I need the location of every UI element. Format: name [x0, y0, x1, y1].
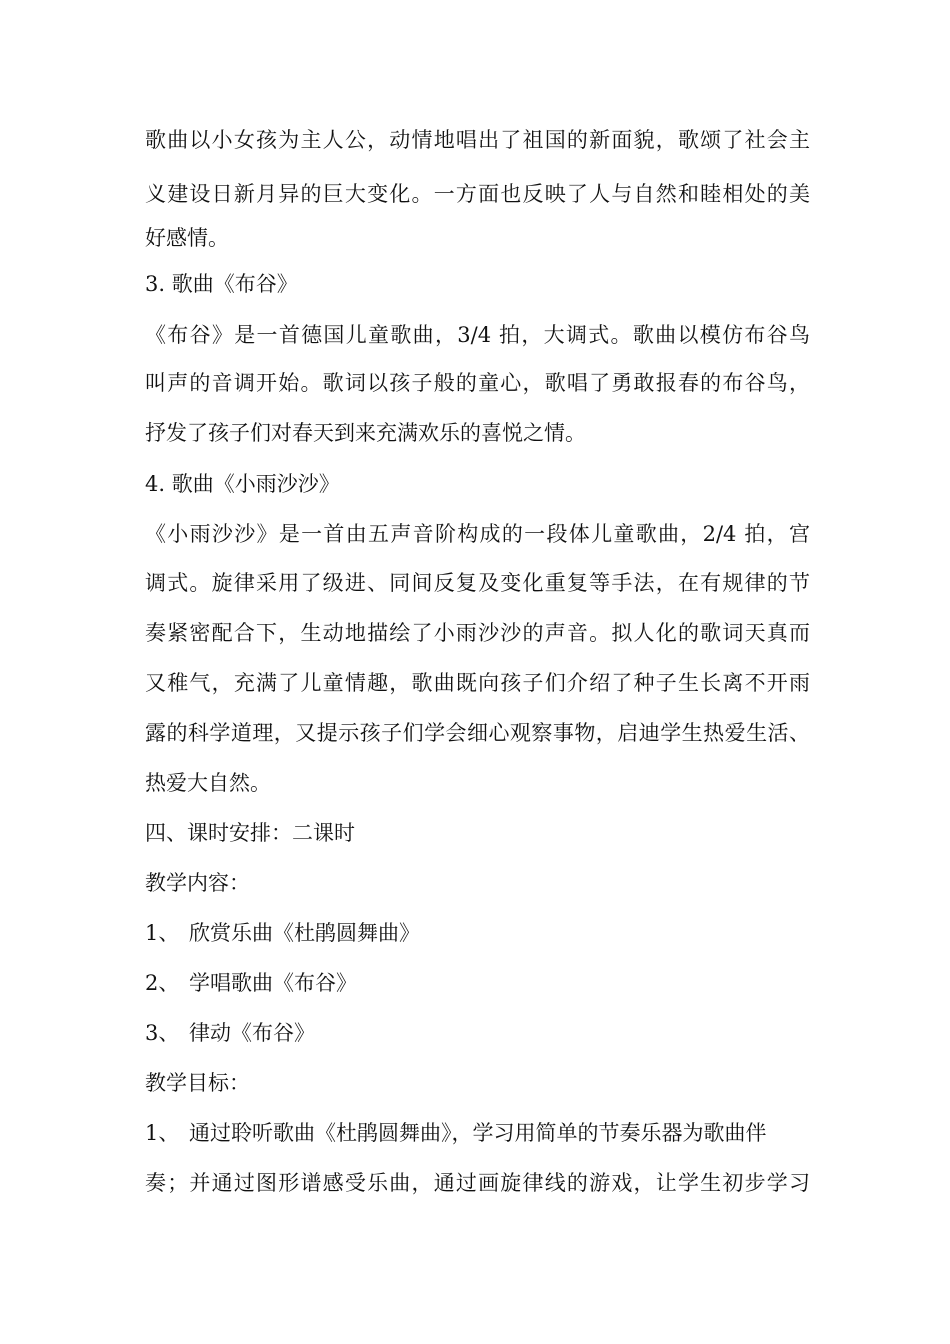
paragraph-line: 又稚气，充满了儿童情趣，歌曲既向孩子们介绍了种子生长离不开雨 — [145, 671, 810, 695]
paragraph-line: 奏；并通过图形谱感受乐曲，通过画旋律线的游戏，让学生初步学习 — [145, 1171, 810, 1195]
list-item-text: 通过聆听歌曲《杜鹃圆舞曲》，学习用简单的节奏乐器为歌曲伴 — [189, 1121, 767, 1145]
section-heading: 4. 歌曲《小雨沙沙》 — [145, 472, 340, 496]
list-item-number: 3、 — [145, 1021, 180, 1045]
list-item — [145, 1120, 810, 1146]
subheading: 教学目标： — [145, 1071, 250, 1095]
paragraph-line: 歌曲以小女孩为主人公，动情地唱出了祖国的新面貌，歌颂了社会主 — [145, 128, 810, 152]
subheading: 教学内容： — [145, 871, 250, 895]
list-item-text: 欣赏乐曲《杜鹃圆舞曲》 — [189, 921, 420, 945]
paragraph-line: 露的科学道理，又提示孩子们学会细心观察事物，启迪学生热爱生活、 — [145, 721, 810, 745]
list-item-number: 1、 — [145, 921, 180, 945]
paragraph-line: 热爱大自然。 — [145, 771, 271, 795]
list-item — [145, 1020, 315, 1046]
paragraph-line: 奏紧密配合下，生动地描绘了小雨沙沙的声音。拟人化的歌词天真而 — [145, 621, 810, 645]
list-item — [145, 920, 420, 946]
section-heading: 四、课时安排：二课时 — [145, 821, 355, 845]
list-item-text: 律动《布谷》 — [189, 1021, 315, 1045]
list-item — [145, 970, 357, 996]
paragraph-line: 叫声的音调开始。歌词以孩子般的童心，歌唱了勇敢报春的布谷鸟， — [145, 371, 810, 395]
section-heading: 3. 歌曲《布谷》 — [145, 272, 298, 296]
paragraph-line: 《小雨沙沙》是一首由五声音阶构成的一段体儿童歌曲，2/4 拍，宫 — [145, 522, 810, 546]
list-item-number: 1、 — [145, 1121, 180, 1145]
list-item-number: 2、 — [145, 971, 180, 995]
paragraph-line: 好感情。 — [145, 226, 229, 250]
paragraph-line: 义建设日新月异的巨大变化。一方面也反映了人与自然和睦相处的美 — [145, 182, 810, 206]
paragraph-line: 抒发了孩子们对春天到来充满欢乐的喜悦之情。 — [145, 421, 586, 445]
paragraph-line: 调式。旋律采用了级进、同间反复及变化重复等手法，在有规律的节 — [145, 571, 810, 595]
paragraph-line: 《布谷》是一首德国儿童歌曲，3/4 拍，大调式。歌曲以模仿布谷鸟 — [145, 323, 810, 347]
list-item-text: 学唱歌曲《布谷》 — [189, 971, 357, 995]
